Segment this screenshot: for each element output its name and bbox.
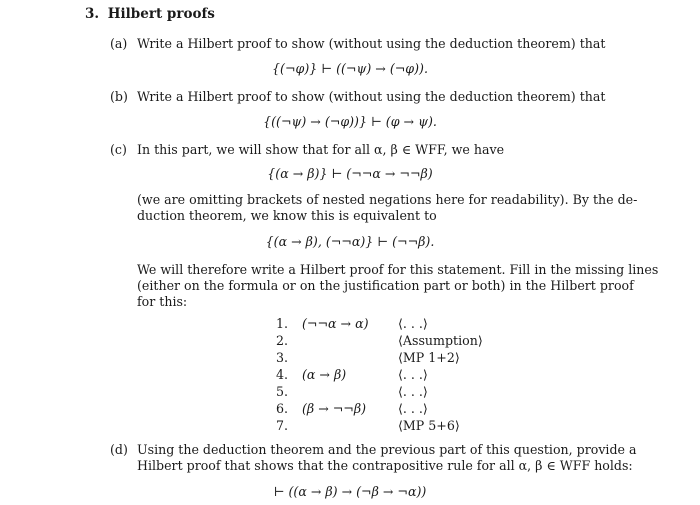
part-c-para2-line2: (either on the formula or on the justification part or both) in the Hilbert proof [137, 278, 634, 293]
part-b-text: Write a Hilbert proof to show (without using the deduction theorem) that [137, 89, 606, 104]
proof-justification: ⟨. . .⟩ [398, 316, 428, 331]
part-c-para2-line1: We will therefore write a Hilbert proof for this statement. Fill in the missing lines [137, 262, 659, 277]
part-c-para1-line2: duction theorem, we know this is equivalent to [137, 208, 437, 223]
proof-row [0, 333, 700, 349]
proof-line-number: 2. [275, 333, 288, 348]
proof-justification: ⟨. . .⟩ [398, 384, 428, 399]
proof-formula: (α → β) [302, 367, 347, 382]
part-a-formula: {(¬φ)} ⊢ ((¬ψ) → (¬φ)). [272, 61, 428, 76]
proof-line-number: 3. [275, 350, 288, 365]
part-a-label: (a) [110, 36, 128, 51]
question-title: Hilbert proofs [107, 6, 215, 22]
proof-line-number: 7. [275, 418, 288, 433]
proof-row [0, 350, 700, 366]
part-c-text: In this part, we will show that for all α, β ∈ WFF, we have [137, 142, 505, 157]
proof-table [0, 316, 700, 436]
proof-formula: (β → ¬¬β) [302, 401, 367, 416]
proof-row [0, 384, 700, 400]
part-d-formula: ⊢ ((α → β) → (¬β → ¬α)) [273, 484, 427, 499]
part-c-para2-line3: for this: [137, 294, 188, 309]
part-c-formula-2: {(α → β), (¬¬α)} ⊢ (¬¬β). [265, 234, 435, 249]
part-c-para1-line1: (we are omitting brackets of nested negations here for readability). By the de- [137, 192, 638, 207]
question-heading [85, 6, 215, 22]
part-c-label: (c) [110, 142, 127, 157]
proof-justification: ⟨. . .⟩ [398, 401, 428, 416]
proof-justification: ⟨. . .⟩ [398, 367, 428, 382]
part-b-formula: {((¬ψ) → (¬φ))} ⊢ (φ → ψ). [263, 114, 437, 129]
part-d-text-line2: Hilbert proof that shows that the contrapositive rule for all α, β ∈ WFF holds: [137, 458, 633, 473]
proof-line-number: 6. [275, 401, 288, 416]
proof-line-number: 5. [275, 384, 288, 399]
proof-formula: (¬¬α → α) [302, 316, 369, 331]
question-number: 3. [85, 6, 100, 22]
proof-justification: ⟨MP 1+2⟩ [398, 350, 460, 365]
proof-row [0, 367, 700, 383]
proof-row [0, 418, 700, 434]
part-d-label: (d) [110, 442, 128, 457]
proof-justification: ⟨MP 5+6⟩ [398, 418, 460, 433]
proof-line-number: 4. [275, 367, 288, 382]
proof-row [0, 401, 700, 417]
part-a-text: Write a Hilbert proof to show (without using the deduction theorem) that [137, 36, 606, 51]
part-b-label: (b) [110, 89, 128, 104]
part-d-text-line1: Using the deduction theorem and the previous part of this question, provide a [137, 442, 637, 457]
proof-justification: ⟨Assumption⟩ [398, 333, 483, 348]
proof-row [0, 316, 700, 332]
part-c-formula-1: {(α → β)} ⊢ (¬¬α → ¬¬β) [267, 166, 433, 181]
proof-line-number: 1. [275, 316, 288, 331]
